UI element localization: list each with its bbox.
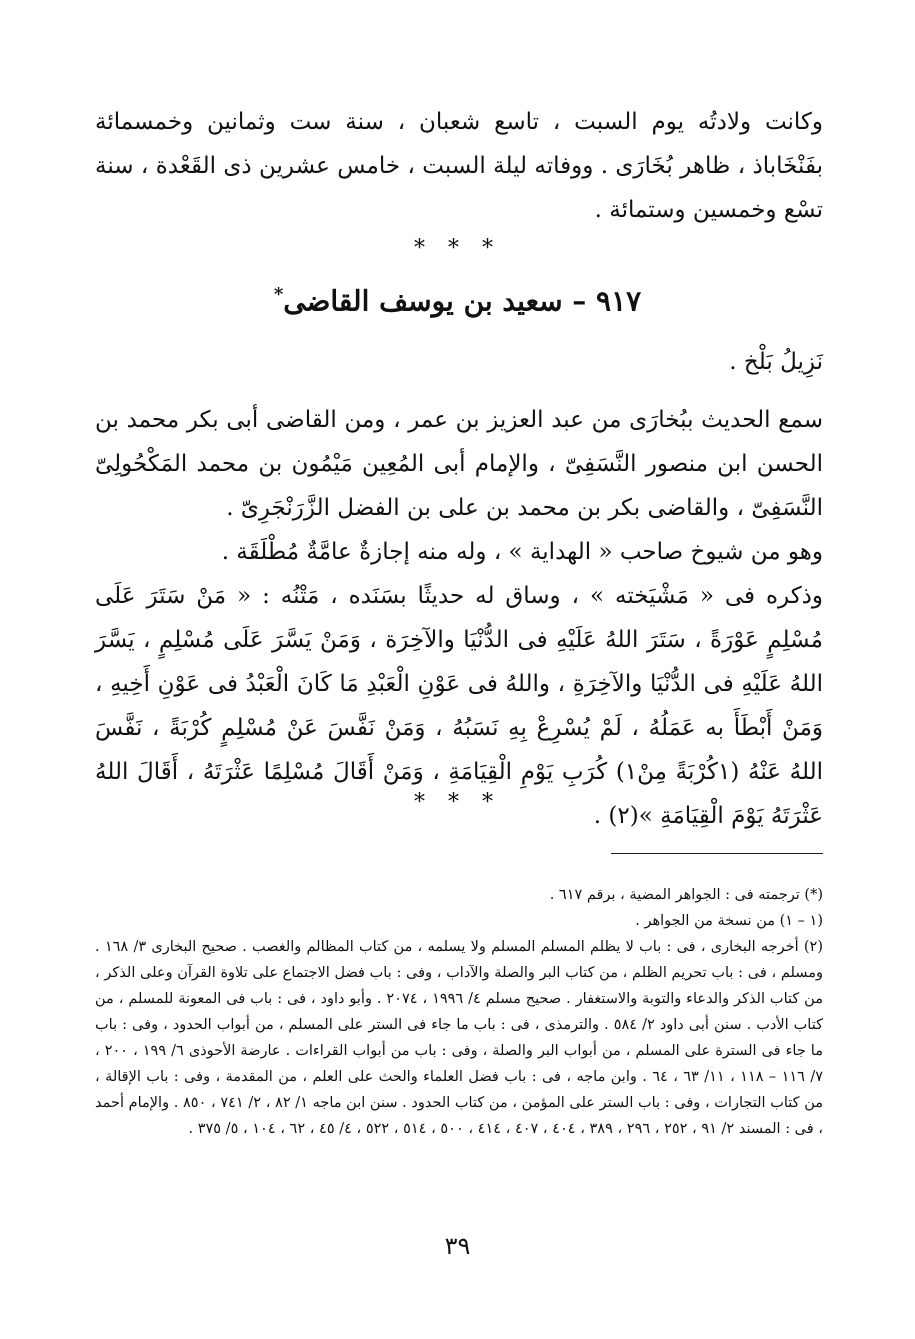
section-separator: * * * [414,236,501,261]
hadith-text: وذكره فى « مَشْيَخته » ، وساق له حديثًا بسَنَده ، مَتْنُه : « مَنْ سَتَرَ عَلَى مُسْلِمٍ عَوْرَةً ، سَتَرَ اللهُ عَلَيْهِ فى الدُّنْيَا والآخِرَة ، وَمَنْ يَسَّرَ عَلَى مُسْلِمٍ ، يَسَّرَ اللهُ عَلَيْهِ فى الدُّنْيَا والآخِرَةِ ، واللهُ فى عَوْنِ الْعَبْدِ مَا كَانَ الْعَبْدُ فى عَوْنِ أَخِيهِ ، وَمَنْ أَبْطَأَ به عَمَلُهُ ، لَمْ يُسْرِعْ بِهِ نَسَبُهُ ، وَمَنْ نَفَّسَ عَنْ مُسْلِمٍ كُرْبَةً ، نَفَّسَ اللهُ عَنْهُ (١كُرْبَةً مِنْ١) كُرَبِ يَوْمِ الْقِيَامَةِ ، وَمَنْ أَقَالَ مُسْلِمًا عَثْرَتَهُ ، أَقَالَ اللهُ عَثْرَتَهُ يَوْمَ الْقِيَامَةِ » [95,583,823,829]
page-number: ٣٩ [444,1232,471,1260]
footnote-star: (*) ترجمته فى : الجواهر المضية ، برقم ٦١٧ . [549,887,823,903]
entry-title-text: ٩١٧ – سعيد بن يوسف القاضى [283,284,642,318]
entry-title-footnote-mark: * [273,284,284,305]
entry-title [0,284,915,317]
entry-paragraph-students: وهو من شيوخ صاحب « الهداية » ، وله منه إجازةٌ عامَّةٌ مُطْلَقَة . [221,539,823,565]
footnote-1: (١ – ١) من نسخة من الجواهر . [635,913,823,929]
footnotes [95,882,823,1142]
footnote-divider [611,853,823,854]
hadith-footnote-ref: (٢) . [593,803,639,829]
entry-paragraph-teachers: سمع الحديث ببُخارَى من عبد العزيز بن عمر ، ومن القاضى أبى بكر محمد بن الحسن ابن منصور النَّسَفِىّ ، والإمام أبى المُعِين مَيْمُون بن محمد المَكْحُولِىّ النَّسَفِىّ ، والقاضى بكر بن محمد بن على بن الفضل الزَّرَنْجَرِىّ . [95,407,823,521]
footnote-2: (٢) أخرجه البخارى ، فى : باب لا يظلم المسلم المسلم ولا يسلمه ، من كتاب المظالم والغصب . صحيح البخارى ٣/ ١٦٨ . ومسلم ، فى : باب تحريم الظلم ، من كتاب البر والصلة والآداب ، وفى : باب فضل الاجتماع على تلاوة القرآن وعلى الذكر ، من كتاب الذكر والدعاء والتوبة والاستغفار . صحيح مسلم ٤/ ١٩٩٦ ، ٢٠٧٤ . وأبو داود ، فى : باب فى المعونة للمسلم ، من كتاب الأدب . سنن أبى داود ٢/ ٥٨٤ . والترمذى ، فى : باب ما جاء فى الستر على المسلم ، من أبواب الحدود ، وفى : باب ما جاء فى السترة على المسلم ، من أبواب البر والصلة ، وفى : باب من أبواب القراءات . عارضة الأحوذى ٦/ ١٩٩ ، ٢٠٠ ، ٧/ ١١٦ – ١١٨ ، ١١/ ٦٣ ، ٦٤ . وابن ماجه ، فى : باب فضل العلماء والحث على العلم ، من المقدمة ، وفى : باب الإقالة ، من كتاب التجارات ، وفى : باب الستر على المؤمن ، من كتاب الحدود . سنن ابن ماجه ١/ ٨٢ ، ٢/ ٧٤١ ، ٨٥٠ . والإمام أحمد ، فى : المسند ٢/ ٩١ ، ٢٥٢ ، ٢٩٦ ، ٣٨٩ ، ٤٠٤ ، ٤٠٧ ، ٤١٤ ، ٥٠٠ ، ٥١٤ ، ٥٢٢ ، ٤/ ٤٥ ، ٦٢ ، ١٠٤ ، ٥/ ٣٧٥ . [95,939,824,1137]
entry-subtitle: نَزِيلُ بَلْخ . [729,349,823,375]
intro-paragraph: وكانت ولادتُه يوم السبت ، تاسع شعبان ، سنة ست وثمانين وخمسمائة بفَنْخَاباذ ، ظاهر بُخَارَى . ووفاته ليلة السبت ، خامس عشرين ذى القَعْدة ، سنة تسْع وخمسين وستمائة . [95,109,823,223]
section-separator: * * * [414,790,501,815]
